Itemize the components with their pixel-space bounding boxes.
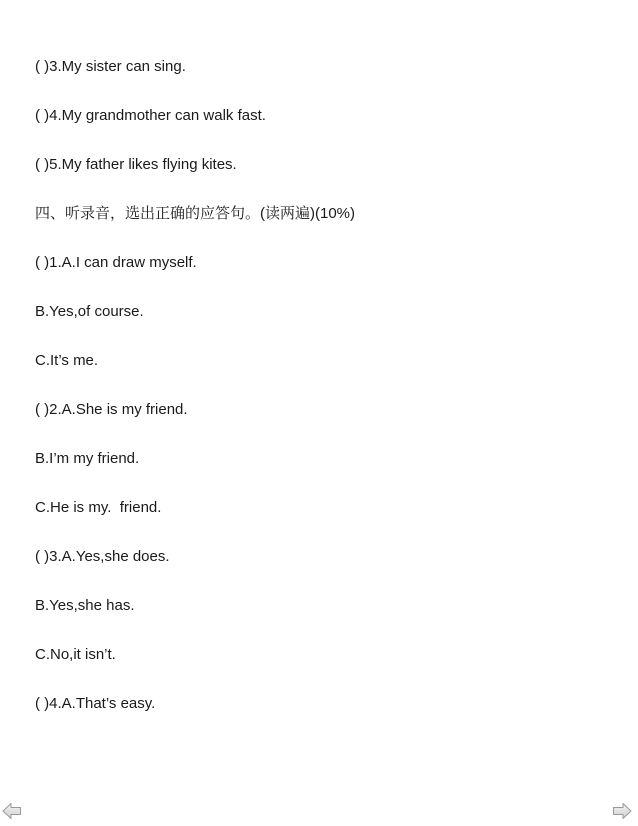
question-line: ( )5.My father likes flying kites. — [35, 156, 237, 173]
question-line: ( )1.A.I can draw myself. — [35, 254, 197, 271]
answer-option: C.No,it isn’t. — [35, 646, 116, 663]
next-page-button[interactable] — [612, 802, 632, 820]
prev-page-button[interactable] — [2, 802, 22, 820]
answer-option: C.He is my. friend. — [35, 499, 162, 516]
question-line: ( )3.My sister can sing. — [35, 58, 186, 75]
section-heading: 四、听录音，选出正确的应答句。(读两遍)(10%) — [35, 205, 356, 222]
question-line: ( )4.My grandmother can walk fast. — [35, 107, 266, 124]
question-line: ( )2.A.She is my friend. — [35, 401, 188, 418]
arrow-left-icon — [2, 802, 22, 820]
answer-option: B.Yes,of course. — [35, 303, 144, 320]
answer-option: B.Yes,she has. — [35, 597, 135, 614]
answer-option: C.It’s me. — [35, 352, 99, 369]
answer-option: B.I’m my friend. — [35, 450, 140, 467]
arrow-right-icon — [612, 802, 632, 820]
question-line: ( )4.A.That’s easy. — [35, 695, 156, 712]
question-line: ( )3.A.Yes,she does. — [35, 548, 170, 565]
